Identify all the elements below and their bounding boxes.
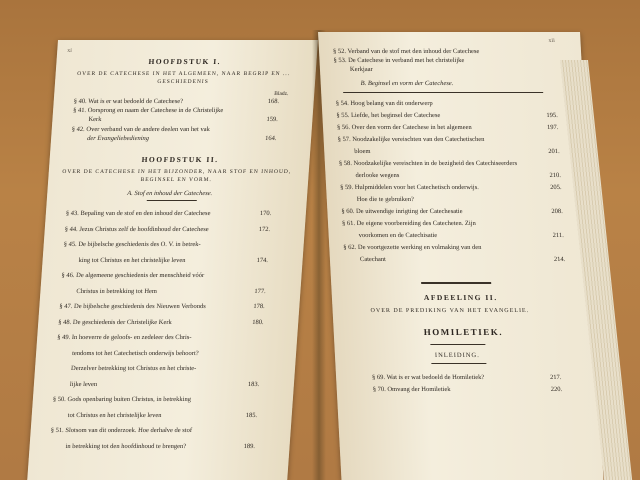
toc-page-number: 177.: [254, 287, 267, 295]
discipline-heading: HOMILETIEK.: [423, 327, 504, 337]
toc-entry: § 62. De voortgezette werking en volmaking van den: [343, 244, 482, 251]
chapter-subtitle: OVER DE CATECHESE IN HET BIJZONDER, NAAR STOF EN INHOUD, BEGINSEL EN VORM.: [62, 169, 292, 183]
toc-entry: § 49. In hoeverre de geloofs- en zedeleer des Chris-: [56, 334, 192, 341]
toc-page-number: 214.: [553, 256, 566, 263]
toc-page-number: 208.: [551, 208, 563, 215]
toc-page-number: 195.: [546, 112, 558, 119]
toc-entry: § 59. Hulpmiddelen voor het Catechetisch onderwijs.: [339, 184, 479, 191]
toc-entry: § 60. De uitwendige inrigting der Catechesatie: [341, 208, 463, 215]
toc-entry: § 40. Wat is er wat bedoeld de Catechese?: [73, 98, 184, 105]
toc-entry: § 55. Liefde, het beginsel der Catechese: [336, 112, 441, 119]
toc-entry: § 51. Slotsom van dit onderzoek. Hoe derhalve de stof: [50, 427, 193, 434]
divider: [421, 282, 491, 284]
toc-page-number: 211.: [552, 232, 564, 239]
toc-entry: § 47. De bijbelsche geschiedenis des Nieuwen Verbonds: [59, 303, 207, 310]
toc-entry: voorkomen en de Catechisatie: [358, 232, 438, 239]
toc-page-number: 170.: [259, 210, 272, 217]
toc-entry: § 44. Jezus Christus zelf de hoofdinhoud der Catechese: [64, 225, 209, 233]
toc-page-number: 189.: [243, 442, 256, 450]
toc-entry: § 61. De eigene voorbereiding des Catecheten. Zijn: [341, 220, 476, 227]
toc-entry: der Evangeliebediening: [86, 135, 150, 142]
toc-entry: § 46. De algemeene geschiedenis der menschheid vóór: [61, 272, 205, 279]
toc-page-number: 178.: [253, 303, 265, 310]
chapter-subtitle: OVER DE CATECHESE IN HET ALGEMEEN, NAAR BEGRIP EN ... GESCHIEDENIS: [76, 71, 291, 85]
toc-entry: § 69. Wat is er wat bedoeld de Homiletiek?: [371, 374, 485, 381]
toc-page-number: 205.: [549, 184, 562, 191]
chapter-heading: HOOFDSTUK I.: [148, 57, 222, 66]
toc-page-number: 220.: [550, 386, 563, 393]
introduction-heading: INLEIDING.: [434, 352, 480, 359]
column-heading: Bladz.: [274, 91, 289, 97]
toc-entry: Catechant: [359, 256, 387, 263]
toc-page-number: 180.: [252, 318, 264, 326]
divider: [343, 92, 543, 93]
toc-entry: § 50. Gods openbaring buiten Christus, in betrekking: [52, 396, 192, 403]
toc-page-number: 217.: [549, 374, 562, 381]
toc-entry: § 45. De bijbelsche geschiedenis des O. V. in betrek-: [63, 241, 201, 248]
toc-page-number: 185.: [245, 411, 258, 419]
toc-entry: § 53. De Catechese in verband met het christelijke: [333, 57, 465, 64]
toc-entry: § 43. Bepaling van de stof en den inhoud der Catechese: [65, 210, 211, 217]
section-heading: B. Beginsel en vorm der Catechese.: [360, 80, 454, 87]
toc-entry: § 52. Verband van de stof met den inhoud der Catechese: [332, 48, 480, 55]
toc-entry: tendoms tot het Catechetisch onderwijs behoort?: [71, 349, 199, 357]
toc-entry: derlooke wegens: [355, 172, 400, 179]
toc-page-number: 164.: [264, 135, 277, 142]
toc-entry: lijke leven: [69, 380, 98, 388]
toc-entry: king tot Christus en het christelijke leven: [78, 256, 186, 264]
toc-entry: § 58. Noodzakelijke vereischten in de bezigheid des Catechiseerders: [338, 160, 518, 167]
divider: [431, 363, 486, 364]
toc-page-number: 174.: [256, 256, 269, 264]
toc-entry: tot Christus en het christelijke leven: [67, 411, 162, 419]
toc-page-number: 183.: [247, 380, 260, 388]
toc-page-number: 201.: [548, 148, 560, 155]
chapter-heading: HOOFDSTUK II.: [141, 155, 219, 164]
toc-entry: bloem: [354, 148, 371, 155]
toc-page-number: 197.: [546, 124, 559, 131]
right-page: [318, 32, 603, 480]
toc-entry: Hoe die te gebruiken?: [356, 196, 415, 203]
page-number: xi: [67, 48, 73, 54]
toc-entry: § 70. Omvang der Homiletiek: [372, 386, 451, 393]
toc-page-number: 159.: [266, 116, 279, 123]
page-number: xii: [548, 38, 555, 44]
toc-page-number: 210.: [549, 172, 562, 179]
toc-entry: Derzelver betrekking tot Christus en het christe-: [70, 365, 197, 372]
part-subtitle: OVER DE PREDIKING VAN HET EVANGELIE.: [370, 308, 530, 314]
toc-entry: § 41. Oorsprong en naam der Catechese in de Christelijke: [72, 107, 224, 114]
left-page: [27, 40, 318, 480]
toc-entry: § 57. Noodzakelijke vereischten van den Catechetischen: [337, 136, 485, 143]
toc-page-number: 168.: [267, 98, 280, 105]
divider: [147, 200, 197, 201]
toc-entry: Kerkjaar: [349, 66, 373, 73]
toc-entry: § 56. Over den vorm der Catechese in het algemeen: [336, 124, 472, 131]
toc-page-number: 172.: [258, 225, 271, 233]
part-heading: AFDEELING II.: [423, 293, 498, 302]
toc-entry: § 54. Hoog belang van dit onderwerp: [335, 100, 433, 107]
toc-entry: § 48. De geschiedenis der Christelijke Kerk: [58, 318, 173, 326]
toc-entry: Kerk: [88, 116, 102, 123]
divider: [430, 344, 485, 345]
section-heading: A. Stof en inhoud der Catechese.: [127, 190, 213, 197]
toc-entry: Christus in betrekking tot Hem: [76, 287, 158, 295]
toc-entry: in betrekking tot den hoofdinhoud te brengen?: [65, 442, 187, 450]
toc-entry: § 42. Over verband van de andere deelen van het vak: [71, 126, 211, 133]
